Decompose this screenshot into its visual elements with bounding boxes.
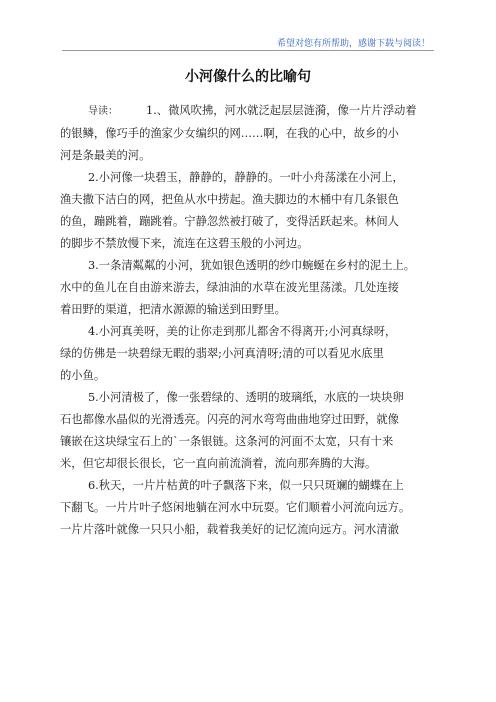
paragraph-line: 的鱼，蹦跳着，蹦跳着。宁静忽然被打破了，变得活跃起来。林间人 (60, 215, 399, 228)
paragraph-3 (60, 255, 438, 321)
document-title: 小河像什么的比喻句 (185, 69, 311, 85)
paragraph-6 (60, 475, 438, 541)
paragraph-line: 河是条最美的河。 (60, 149, 151, 162)
paragraph-line: 4.小河真美呀，美的让你走到那儿都舍不得离开;小河真绿呀， (88, 325, 397, 338)
paragraph-line: 镶嵌在这块绿宝石上的`一条银链。这条河的河面不太宽，只有十来 (60, 435, 394, 448)
paragraph-line: 下翻飞。一片片叶子悠闲地躺在河水中玩耍。它们顺着小河流向远方。 (60, 501, 411, 514)
paragraph-1 (60, 100, 438, 167)
paragraph-line: 2.小河像一块碧玉，静静的，静静的。一叶小舟荡漾在小河上， (88, 171, 404, 184)
paragraph-4 (60, 321, 438, 387)
document-body (60, 100, 438, 541)
paragraph-2 (60, 167, 438, 255)
header-note: 希望对您有所帮助，感谢下载与阅读！ (276, 39, 430, 49)
paragraph-line: 渔夫撒下洁白的网，把鱼从水中捞起。渔夫脚边的木桶中有几条银色 (60, 193, 399, 206)
line-text: 1.、微风吹拂，河水就泛起层层涟漪，像一片片浮动着 (146, 104, 417, 117)
lead-label: 导读： (88, 106, 118, 117)
paragraph-line: 的小鱼。 (60, 369, 106, 382)
paragraph-line: 一片片落叶就像一只只小船，载着我美好的记忆流向远方。河水清澈 (60, 523, 399, 536)
paragraph-line (60, 100, 438, 123)
paragraph-line: 的脚步不禁放慢下来，流连在这碧玉般的小河边。 (60, 237, 309, 250)
paragraph-line: 的银鳞，像巧手的渔家少女编织的网……啊，在我的心中，故乡的小 (60, 127, 399, 140)
paragraph-line: 米，但它却很长很长，它一直向前流淌着，流向那奔腾的大海。 (60, 457, 377, 470)
paragraph-line: 绿的仿佛是一块碧绿无暇的翡翠;小河真清呀;清的可以看见水底里 (60, 347, 384, 360)
header-rule (62, 50, 434, 51)
paragraph-line: 6.秋天，一片片枯黄的叶子飘落下来，似一只只斑斓的蝴蝶在上 (88, 479, 404, 492)
paragraph-line: 石也都像水晶似的光滑透亮。闪亮的河水弯弯曲曲地穿过田野，就像 (60, 413, 399, 426)
paragraph-line: 着田野的渠道，把清水源源的输送到田野里。 (60, 303, 286, 316)
paragraph-line: 水中的鱼儿在自由游来游去，绿油油的水草在波光里荡漾。几处连接 (60, 281, 399, 294)
paragraph-5 (60, 387, 438, 475)
paragraph-line: 3.一条清粼粼的小河，犹如银色透明的纱巾蜿蜒在乡村的泥土上。 (88, 259, 416, 272)
paragraph-line: 5.小河清极了，像一张碧绿的、透明的玻璃纸，水底的一块块卵 (88, 391, 404, 404)
